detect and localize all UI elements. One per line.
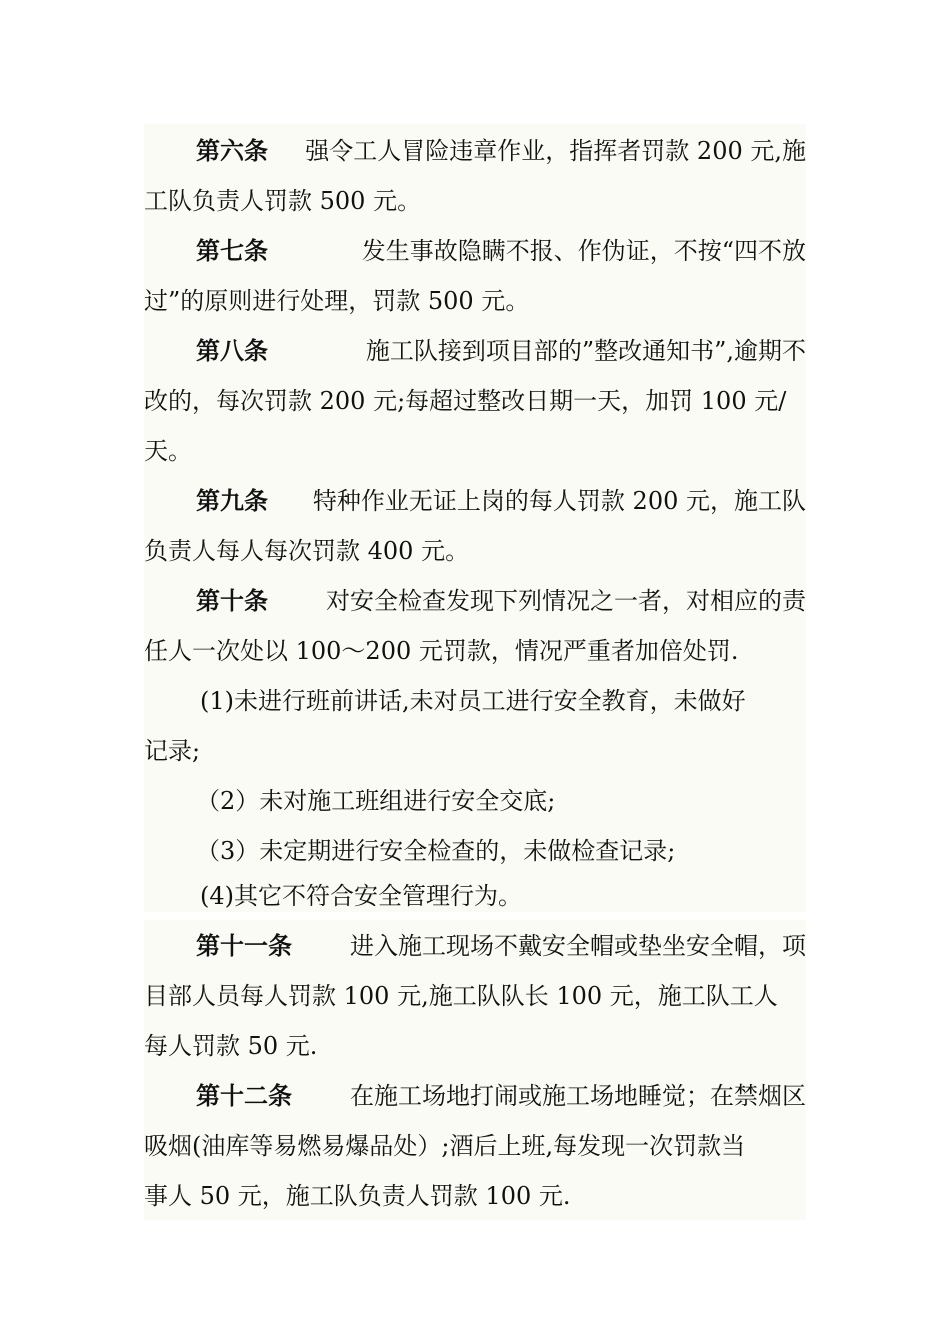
item-1-line-1 — [200, 686, 806, 716]
article-12-heading: 第十二条 — [196, 1081, 292, 1110]
article-9-line-2: 负责人每人每次罚款 400 元。 — [144, 537, 470, 565]
article-10-line-2: 任人一次处以 100～200 元罚款，情况严重者加倍处罚. — [144, 637, 739, 665]
article-7-text: 发生事故隐瞒不报、作伪证，不按“四不放 — [361, 237, 806, 265]
item-4: (4)其它不符合安全管理行为。 — [200, 882, 522, 910]
article-7-heading: 第七条 — [196, 236, 268, 265]
article-11-line-2 — [144, 981, 806, 1011]
article-9-line-1 — [196, 486, 806, 516]
article-7-line-1 — [196, 236, 806, 266]
article-12-line-2 — [144, 1131, 806, 1161]
article-12-line-1 — [196, 1081, 806, 1111]
article-10-heading: 第十条 — [196, 586, 268, 615]
article-11-text-2: 目部人员每人罚款 100 元,施工队队长 100 元，施工队工人 — [144, 982, 778, 1010]
article-12-text-2: 吸烟(油库等易燃易爆品处）;酒后上班,每发现一次罚款当 — [144, 1132, 746, 1160]
article-8-heading: 第八条 — [196, 336, 268, 365]
item-2: （2）未对施工班组进行安全交底; — [196, 787, 556, 815]
article-11-heading: 第十一条 — [196, 931, 292, 960]
article-9-text: 特种作业无证上岗的每人罚款 200 元，施工队 — [312, 487, 806, 515]
article-11-text: 进入施工现场不戴安全帽或垫坐安全帽，项 — [350, 932, 806, 960]
item-3: （3）未定期进行安全检查的，未做检查记录; — [196, 837, 676, 865]
article-11-line-1 — [196, 931, 806, 961]
article-9-heading: 第九条 — [196, 486, 268, 515]
article-10-line-1 — [196, 586, 806, 616]
article-12-line-3: 事人 50 元，施工队负责人罚款 100 元. — [144, 1182, 571, 1210]
article-10-text: 对安全检查发现下列情况之一者，对相应的责 — [326, 587, 806, 615]
article-6-heading: 第六条 — [196, 136, 268, 165]
article-8-line-1 — [196, 336, 806, 366]
article-8-text: 施工队接到项目部的”整改通知书”,逾期不 — [365, 337, 806, 365]
item-1-text: (1)未进行班前讲话,未对员工进行安全教育，未做好 — [200, 687, 746, 715]
article-7-line-2: 过”的原则进行处理，罚款 500 元。 — [144, 287, 530, 315]
article-12-text: 在施工场地打闹或施工场地睡觉；在禁烟区 — [350, 1082, 806, 1110]
article-8-line-3: 天。 — [144, 437, 192, 465]
shaded-band — [144, 920, 806, 1220]
article-8-text-2: 改的，每次罚款 200 元;每超过整改日期一天，加罚 100 元/ — [144, 387, 787, 415]
article-6-line-1 — [196, 136, 806, 166]
article-8-line-2 — [144, 386, 806, 416]
article-6-line-2: 工队负责人罚款 500 元。 — [144, 187, 422, 215]
item-1-line-2: 记录; — [144, 737, 201, 765]
article-6-text: 强令工人冒险违章作业，指挥者罚款 200 元,施 — [305, 137, 806, 165]
article-11-line-3: 每人罚款 50 元. — [144, 1032, 318, 1060]
